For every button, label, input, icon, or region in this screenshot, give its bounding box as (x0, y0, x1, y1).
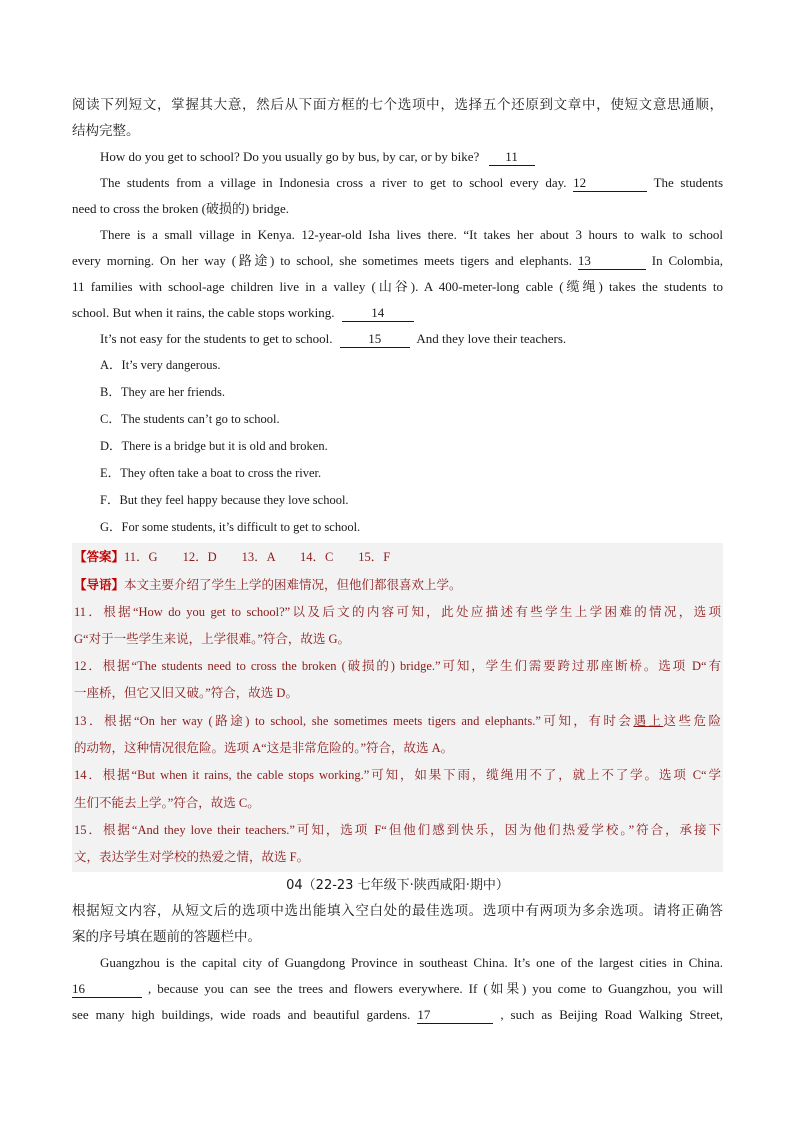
option-b: B．They are her friends. (100, 385, 225, 399)
explain-15-line2: 文，表达学生对学校的热爱之情，故选 F。 (74, 850, 310, 865)
guide-text: 本文主要介绍了学生上学的困难情况，但他们都很喜欢上学。 (124, 577, 462, 593)
p2-text-a: The students from a village in Indonesia cross a river to get to school every day. (100, 175, 567, 190)
guangzhou-line1: Guangzhou is the capital city of Guangdong Province in southeast China. It’s one of the largest cities in China. (100, 954, 723, 970)
blank-16[interactable]: 16 (72, 981, 142, 998)
e13-post: 这些危险 (663, 713, 721, 728)
passage-p3-line4 (72, 300, 723, 326)
document-page (72, 92, 723, 1028)
explain-15-line1: 15．根据“And they love their teachers.”可知，选项 F“但他们感到快乐，因为他们热爱学校。”符合，承接下 (74, 822, 721, 837)
explain-13-line1 (74, 708, 721, 735)
section2-instr-line2: 案的序号填在题前的答题栏中。 (72, 928, 261, 945)
explain-12-line1: 12．根据“The students need to cross the broken (破损的) bridge.”可知，学生们需要跨过那座断桥。选项 D“有 (74, 659, 721, 674)
g3-text-b: , such as Beijing Road Walking Street, (500, 1006, 723, 1022)
explain-14-line2: 生们不能去上学。”符合，故选 C。 (74, 795, 260, 810)
guide-line (74, 571, 721, 598)
passage-p3-line2 (72, 248, 723, 274)
p3-text-b: every morning. On her way (路途) to school, she sometimes meets tigers and elephants. (72, 253, 572, 268)
option-a: A．It’s very dangerous. (100, 358, 221, 372)
explain-13-line2: 的动物，这种情况很危险。选项 A“这是非常危险的。”符合，故选 A。 (74, 741, 454, 756)
guangzhou-line2 (72, 976, 723, 1002)
p2-text-b: The students (653, 175, 724, 190)
intro-line-1: 阅读下列短文，掌握其大意，然后从下面方框的七个选项中，选择五个还原到文章中，使短文意思通顺， (72, 97, 723, 113)
options-list (72, 352, 723, 541)
e13-pre: 13．根据“On her way (路途) to school, she sometimes meets tigers and elephants.”可知，有时会 (74, 713, 634, 728)
option-f: F．But they feel happy because they love school. (100, 493, 349, 507)
p4-text-a: It’s not easy for the students to get to school. (100, 331, 333, 346)
p3-text-c: In Colombia, (651, 253, 724, 268)
g2-text: , because you can see the trees and flowers everywhere. If (如果) you come to Guangzhou, you will (148, 980, 723, 996)
passage-p4 (72, 326, 723, 352)
passage-p3-line3: 11 families with school-age children live in a valley (山谷). A 400-meter-long cable (缆绳) takes the students to (72, 279, 723, 294)
blank-13[interactable]: 13 (578, 253, 646, 270)
blank-12[interactable]: 12 (573, 175, 647, 192)
answer-text: 11．G 12．D 13．A 14．C 15．F (124, 550, 391, 564)
answer-line (74, 543, 721, 571)
answer-explanation-box (72, 543, 723, 872)
explain-11-line2: G“对于一些学生来说，上学很难。”符合，故选 G。 (74, 631, 351, 646)
explain-11-line1: 11．根据“How do you get to school?”以及后文的内容可知，此处应描述有些学生上学困难的情况，选项 (74, 604, 721, 619)
intro-line-2: 结构完整。 (72, 123, 140, 139)
e13-underlined: 遇上 (633, 713, 664, 728)
passage-p1 (72, 144, 723, 170)
option-d: D．There is a bridge but it is old and broken. (100, 439, 328, 453)
guide-tag: 【导语】 (74, 577, 125, 593)
passage-p2-line1 (72, 170, 723, 196)
question-source: 04（22-23 七年级下·陕西咸阳·期中） (286, 877, 509, 893)
explain-14-line1: 14．根据“But when it rains, the cable stops working.”可知，如果下雨，缆绳用不了，就上不了学。选项 C“学 (74, 768, 721, 783)
p4-text-b: And they love their teachers. (416, 331, 567, 346)
option-c: C．The students can’t go to school. (100, 412, 280, 426)
p1-text: How do you get to school? Do you usually go by bus, by car, or by bike? (100, 149, 480, 164)
blank-11[interactable]: 11 (489, 149, 535, 166)
passage-p2-line2: need to cross the broken (破损的) bridge. (72, 201, 289, 216)
blank-15[interactable]: 15 (340, 331, 410, 348)
blank-14[interactable]: 14 (342, 305, 414, 322)
p3-text-e: school. But when it rains, the cable stops working. (72, 305, 335, 320)
section2-instr-line1: 根据短文内容，从短文后的选项中选出能填入空白处的最佳选项。选项中有两项为多余选项。请将正确答 (72, 902, 723, 919)
passage-p3-line1: There is a small village in Kenya. 12-year-old Isha lives there. “It takes her about 3 hours to walk to school (100, 227, 723, 242)
guangzhou-line3 (72, 1002, 723, 1028)
explain-12-line2: 一座桥，但它又旧又破。”符合，故选 D。 (74, 686, 298, 701)
answer-tag: 【答案】 (74, 549, 125, 564)
blank-17[interactable]: 17 (417, 1007, 493, 1024)
option-e: E．They often take a boat to cross the river. (100, 466, 322, 480)
option-g: G．For some students, it’s difficult to get to school. (100, 520, 361, 534)
g3-text-a: see many high buildings, wide roads and beautiful gardens. (72, 1006, 411, 1022)
